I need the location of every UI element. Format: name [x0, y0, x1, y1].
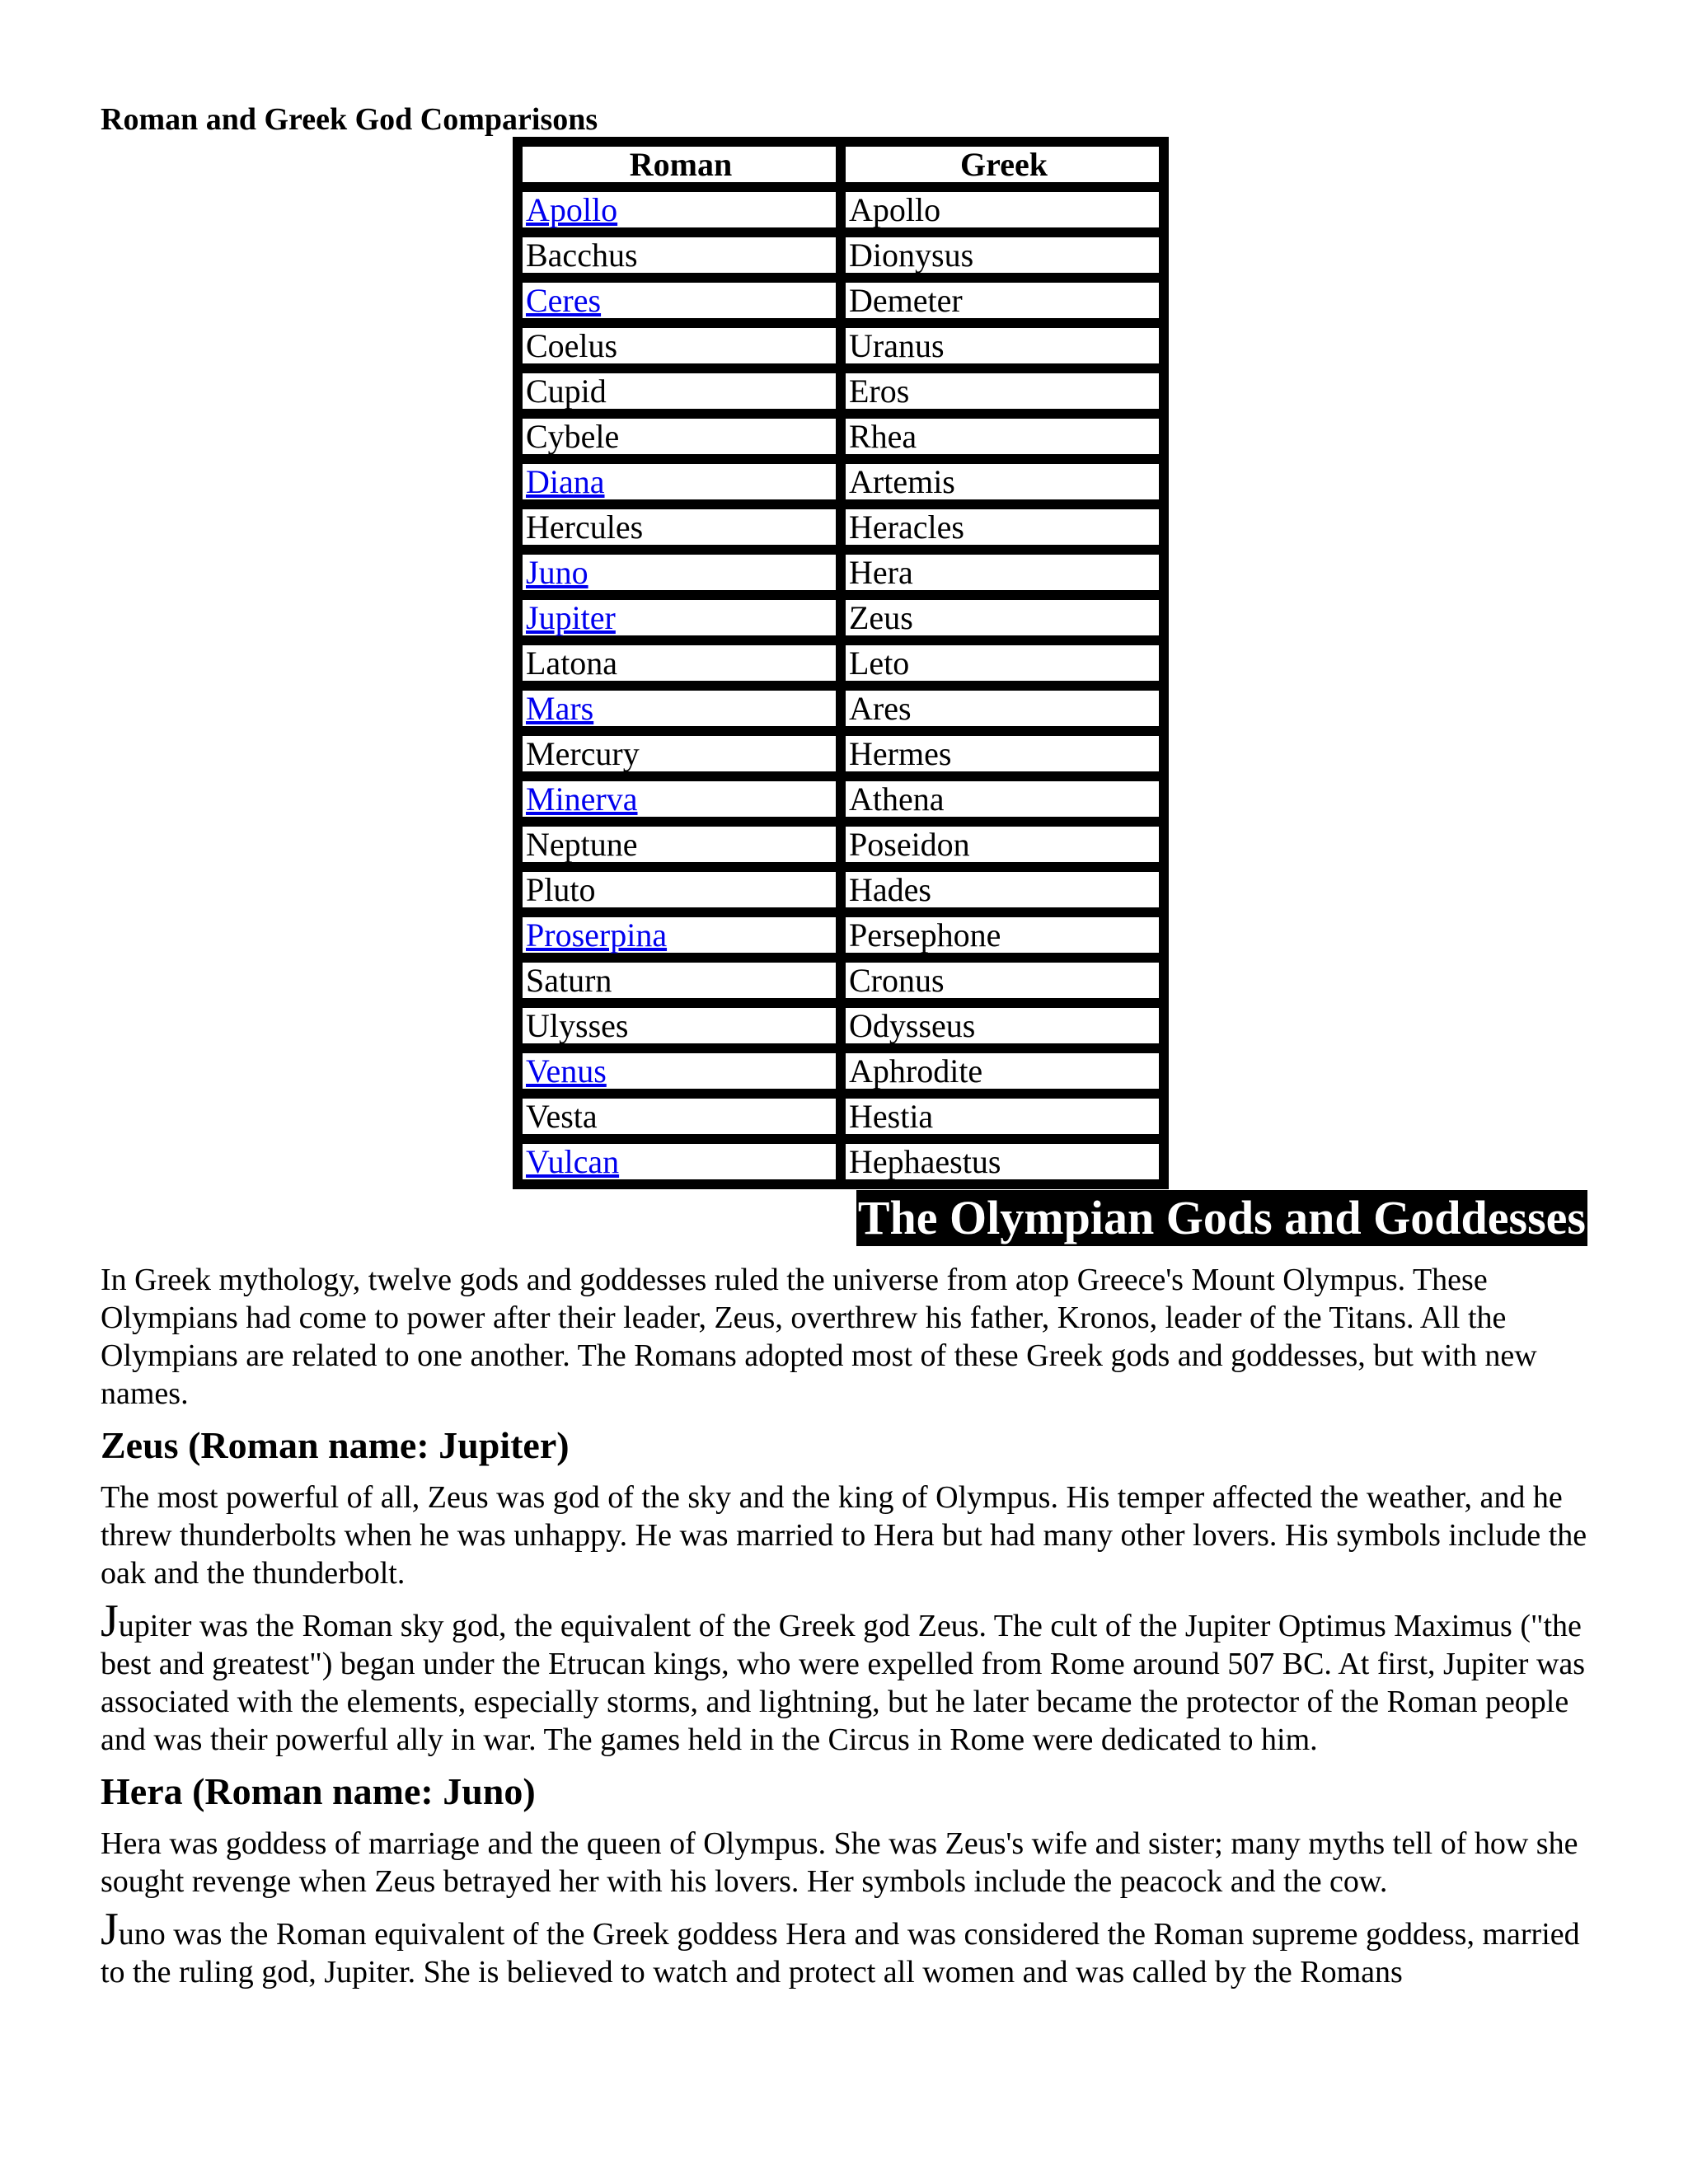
roman-god-name: Bacchus: [526, 237, 638, 274]
table-row: [518, 550, 1164, 595]
roman-name-cell: [518, 776, 841, 822]
greek-name-cell: Athena: [841, 776, 1164, 822]
roman-name-cell: [518, 504, 841, 550]
table-row: [518, 1139, 1164, 1184]
table-row: [518, 776, 1164, 822]
article-body: [101, 1261, 1592, 2001]
roman-god-name: Mercury: [526, 735, 640, 772]
column-header-greek: Greek: [841, 142, 1164, 187]
roman-god-link[interactable]: Juno: [526, 554, 588, 591]
roman-name-cell: [518, 731, 841, 776]
roman-name-cell: [518, 278, 841, 323]
jupiter-paragraph-text: upiter was the Roman sky god, the equivalent of the Greek god Zeus. The cult of the Jupiter Optimus Maximus ("the best and greatest") began under the Etrucan kings, who were expelled from Rome around 507 BC. At first, Jupiter was associated with the elements, especially storms, and lightning, but he later became the protector of the Roman people and was their powerful ally in war. The games held in the Circus in Rome were dedicated to him.: [101, 1609, 1586, 1757]
column-header-roman: Roman: [518, 142, 841, 187]
greek-name-cell: Poseidon: [841, 822, 1164, 867]
greek-name-cell: Eros: [841, 368, 1164, 414]
table-row: [518, 232, 1164, 278]
roman-name-cell: [518, 187, 841, 232]
table-row: [518, 686, 1164, 731]
roman-name-cell: [518, 550, 841, 595]
table-header-row: [518, 142, 1164, 187]
zeus-paragraph: The most powerful of all, Zeus was god of the sky and the king of Olympus. His temper affected the weather, and he threw thunderbolts when he was unhappy. He was married to Hera but had many other lovers. His symbols include the oak and the thunderbolt.: [101, 1480, 1587, 1591]
table-row: [518, 731, 1164, 776]
greek-name-cell: Cronus: [841, 958, 1164, 1003]
table-row: [518, 414, 1164, 459]
drop-cap: J: [101, 1596, 119, 1647]
roman-god-name: Pluto: [526, 871, 596, 908]
roman-god-name: Coelus: [526, 327, 618, 364]
roman-name-cell: [518, 323, 841, 368]
roman-name-cell: [518, 368, 841, 414]
section-banner-heading: The Olympian Gods and Goddesses: [857, 1191, 1586, 1244]
table-row: [518, 187, 1164, 232]
table-row: [518, 595, 1164, 640]
greek-name-cell: Artemis: [841, 459, 1164, 504]
roman-god-link[interactable]: Vulcan: [526, 1143, 620, 1180]
greek-name-cell: Zeus: [841, 595, 1164, 640]
roman-god-name: Cybele: [526, 418, 620, 455]
roman-name-cell: [518, 232, 841, 278]
greek-name-cell: Aphrodite: [841, 1048, 1164, 1094]
greek-name-cell: Hermes: [841, 731, 1164, 776]
table-row: [518, 1003, 1164, 1048]
roman-name-cell: [518, 912, 841, 958]
jupiter-paragraph: [101, 1596, 1592, 1759]
roman-name-cell: [518, 1094, 841, 1139]
roman-name-cell: [518, 822, 841, 867]
page-title: Roman and Greek God Comparisons: [101, 102, 598, 137]
zeus-heading: Zeus (Roman name: Jupiter): [101, 1424, 570, 1466]
roman-name-cell: [518, 414, 841, 459]
roman-name-cell: [518, 867, 841, 912]
roman-god-name: Ulysses: [526, 1007, 629, 1044]
intro-paragraph: In Greek mythology, twelve gods and goddesses ruled the universe from atop Greece's Mount Olympus. These Olympians had come to power after their leader, Zeus, overthrew his father, Kronos, leader of the Titans. All the Olympians are related to one another. The Romans adopted most of these Greek gods and goddesses, but with new names.: [101, 1263, 1537, 1411]
roman-god-name: Cupid: [526, 373, 607, 410]
roman-god-name: Hercules: [526, 509, 644, 546]
roman-name-cell: [518, 1139, 841, 1184]
roman-god-name: Vesta: [526, 1098, 598, 1135]
greek-name-cell: Rhea: [841, 414, 1164, 459]
roman-name-cell: [518, 1048, 841, 1094]
roman-god-link[interactable]: Venus: [526, 1052, 607, 1090]
greek-name-cell: Hades: [841, 867, 1164, 912]
greek-name-cell: Odysseus: [841, 1003, 1164, 1048]
hera-paragraph: Hera was goddess of marriage and the queen of Olympus. She was Zeus's wife and sister; many myths tell of how she sought revenge when Zeus betrayed her with his lovers. Her symbols include the peacock and the cow.: [101, 1826, 1578, 1899]
table-row: [518, 912, 1164, 958]
roman-god-link[interactable]: Jupiter: [526, 599, 616, 636]
greek-name-cell: Hephaestus: [841, 1139, 1164, 1184]
table-body: [518, 187, 1164, 1184]
roman-god-link[interactable]: Minerva: [526, 780, 638, 818]
roman-god-name: Neptune: [526, 826, 638, 863]
table-row: [518, 368, 1164, 414]
juno-paragraph: [101, 1904, 1592, 1991]
table-row: [518, 504, 1164, 550]
greek-name-cell: Leto: [841, 640, 1164, 686]
table-row: [518, 278, 1164, 323]
table-row: [518, 822, 1164, 867]
roman-god-name: Latona: [526, 644, 618, 682]
drop-cap: J: [101, 1904, 119, 1955]
roman-name-cell: [518, 459, 841, 504]
roman-god-link[interactable]: Ceres: [526, 282, 602, 319]
greek-name-cell: Heracles: [841, 504, 1164, 550]
greek-name-cell: Uranus: [841, 323, 1164, 368]
roman-name-cell: [518, 595, 841, 640]
hera-heading: Hera (Roman name: Juno): [101, 1770, 536, 1812]
god-comparison-table: [513, 137, 1169, 1189]
greek-name-cell: Hera: [841, 550, 1164, 595]
roman-name-cell: [518, 1003, 841, 1048]
roman-name-cell: [518, 958, 841, 1003]
greek-name-cell: Ares: [841, 686, 1164, 731]
roman-god-link[interactable]: Proserpina: [526, 916, 668, 954]
greek-name-cell: Persephone: [841, 912, 1164, 958]
table-row: [518, 867, 1164, 912]
table-row: [518, 1094, 1164, 1139]
roman-name-cell: [518, 686, 841, 731]
table-row: [518, 640, 1164, 686]
roman-name-cell: [518, 640, 841, 686]
greek-name-cell: Apollo: [841, 187, 1164, 232]
table-row: [518, 323, 1164, 368]
roman-god-name: Saturn: [526, 962, 612, 999]
roman-god-link[interactable]: Apollo: [526, 191, 618, 228]
table-row: [518, 1048, 1164, 1094]
table-row: [518, 459, 1164, 504]
greek-name-cell: Demeter: [841, 278, 1164, 323]
juno-paragraph-text: uno was the Roman equivalent of the Greek goddess Hera and was considered the Roman supreme goddess, married to the ruling god, Jupiter. She is believed to watch and protect all women and was called by the Romans: [101, 1917, 1580, 1990]
greek-name-cell: Hestia: [841, 1094, 1164, 1139]
roman-god-link[interactable]: Mars: [526, 690, 594, 727]
greek-name-cell: Dionysus: [841, 232, 1164, 278]
table-row: [518, 958, 1164, 1003]
roman-god-link[interactable]: Diana: [526, 463, 605, 500]
